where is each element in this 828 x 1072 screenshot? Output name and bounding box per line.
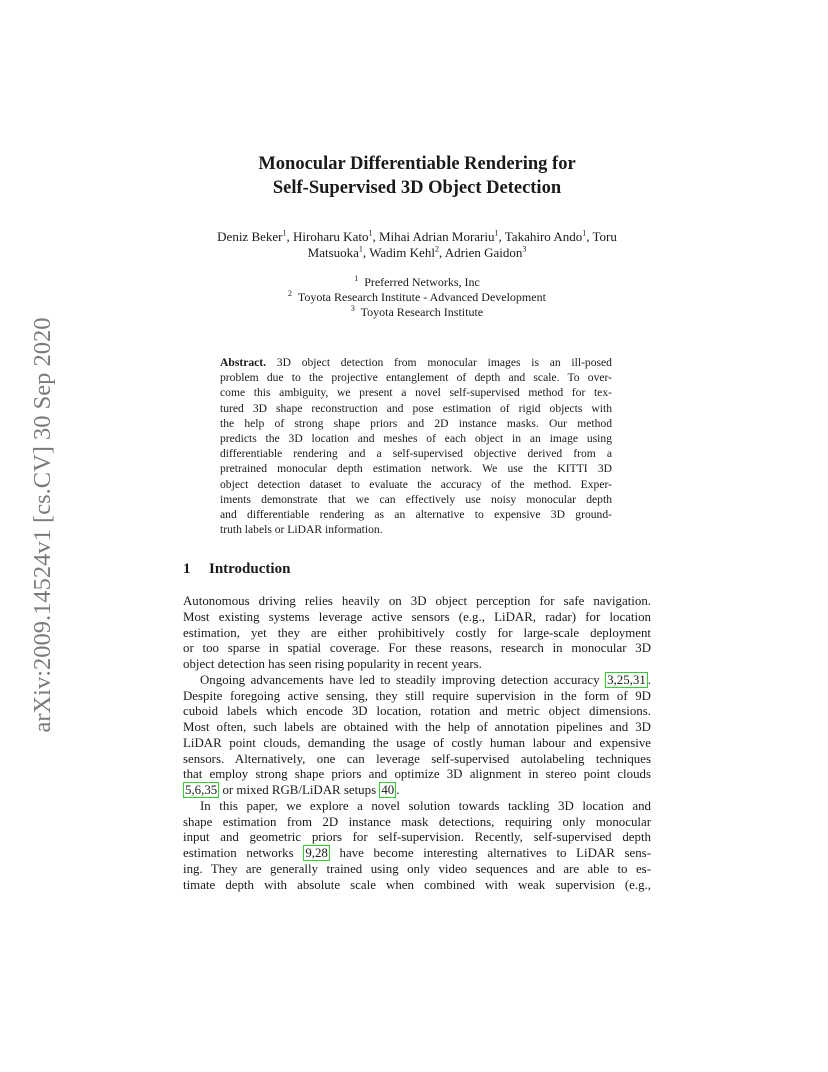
abstract-line: iments demonstrate that we can effectively use noisy monocular depth bbox=[220, 492, 612, 506]
paragraph-line: input and geometric priors for self-supervision. Recently, self-supervised depth bbox=[183, 830, 651, 845]
abstract-line: tured 3D shape reconstruction and pose estimation of rigid objects with bbox=[220, 401, 612, 415]
paper-title bbox=[183, 152, 651, 200]
author-affil-sup: 2 bbox=[434, 244, 439, 254]
affiliation-2 bbox=[183, 290, 651, 305]
paragraph-text: or mixed RGB/LiDAR setups bbox=[222, 783, 377, 797]
abstract bbox=[220, 355, 612, 537]
affiliation-sup: 3 bbox=[350, 304, 355, 313]
author-name: Adrien Gaidon bbox=[444, 245, 523, 260]
author-affil-sup: 1 bbox=[282, 228, 287, 238]
affiliation-name: Preferred Networks, Inc bbox=[364, 275, 480, 289]
paragraph-line: object detection has seen rising popularity in recent years. bbox=[183, 657, 482, 671]
paragraph-line: that employ strong shape priors and optimize 3D alignment in stereo point clouds bbox=[183, 767, 651, 782]
affiliation-sup: 1 bbox=[354, 274, 359, 283]
paragraph-line: cuboid labels which encode 3D location, rotation and metric object dimensions. bbox=[183, 704, 651, 719]
author-name: Mihai Adrian Morariu bbox=[378, 229, 495, 244]
author-affil-sup: 1 bbox=[368, 228, 373, 238]
abstract-line: problem due to the projective entanglement of depth and scale. To over- bbox=[220, 371, 612, 385]
section-number: 1 bbox=[183, 561, 191, 577]
citation-link[interactable]: 5,6,35 bbox=[185, 783, 218, 797]
abstract-line: the help of strong shape priors and 2D instance masks. Our method bbox=[220, 416, 612, 430]
arxiv-identifier-stamp: arXiv:2009.14524v1 [cs.CV] 30 Sep 2020 bbox=[29, 317, 56, 733]
author-name: Wadim Kehl bbox=[369, 245, 435, 260]
author-name: Toru bbox=[592, 229, 617, 244]
paragraph-line: Autonomous driving relies heavily on 3D object perception for safe navigation. bbox=[183, 594, 651, 608]
citation-link[interactable]: 3,25,31 bbox=[607, 672, 646, 687]
title-line-1: Monocular Differentiable Rendering for bbox=[258, 154, 576, 174]
paragraph-line: timate depth with absolute scale when combined with weak supervision (e.g., bbox=[183, 877, 651, 892]
abstract-line: object detection dataset to evaluate the accuracy of the method. Exper- bbox=[220, 477, 612, 491]
paragraph-text: . bbox=[647, 672, 651, 687]
section-heading bbox=[183, 561, 290, 578]
paragraph-line bbox=[183, 783, 651, 799]
author-list bbox=[183, 229, 651, 261]
author-name: Hiroharu Kato bbox=[293, 229, 369, 244]
paragraph-text: . bbox=[396, 783, 400, 797]
abstract-line: truth labels or LiDAR information. bbox=[220, 523, 383, 537]
author-name: Matsuoka bbox=[307, 245, 359, 260]
author-line-2: Matsuoka$^1$, Wadim Kehl$^2$, Adrien Gaidon$^3$ bbox=[307, 244, 527, 260]
citation-link[interactable]: 9,28 bbox=[305, 846, 328, 860]
abstract-line: predicts the 3D location and meshes of each object in an image using bbox=[220, 432, 612, 446]
paragraph-text: estimation networks bbox=[183, 846, 294, 860]
paragraph-line: Most existing systems leverage active sensors (e.g., LiDAR, radar) for location bbox=[183, 609, 651, 624]
paragraph-line: Despite foregoing active sensing, they still require supervision in the form of 9D bbox=[183, 688, 651, 703]
paragraph-line: Most often, such labels are obtained with the help of annotation pipelines and 3D bbox=[183, 720, 651, 734]
author-affil-sup: 1 bbox=[582, 228, 587, 238]
citation-link[interactable]: 40 bbox=[381, 783, 395, 797]
abstract-line: differentiable rendering and a self-supervised objective derived from a bbox=[220, 447, 612, 461]
author-name: Deniz Beker bbox=[217, 229, 283, 244]
abstract-line: pretrained monocular depth estimation network. We use the KITTI 3D bbox=[220, 462, 612, 476]
abstract-label: Abstract. bbox=[220, 356, 267, 369]
paragraph-text: Ongoing advancements have led to steadily improving detection accuracy bbox=[200, 672, 600, 687]
paragraph-line: In this paper, we explore a novel solution towards tackling 3D location and bbox=[200, 798, 651, 813]
author-line-1: Deniz Beker$^1$, Hiroharu Kato$^1$, Mihai Adrian Morariu$^1$, Takahiro Ando$^1$, Toru bbox=[217, 228, 617, 244]
paragraph-line: or too sparse in spatial coverage. For these reasons, research in monocular 3D bbox=[183, 641, 651, 656]
author-affil-sup: 1 bbox=[494, 228, 499, 238]
affiliation-name: Toyota Research Institute - Advanced Development bbox=[297, 290, 546, 304]
paragraph-line: LiDAR point clouds, demanding the usage of costly human labour and expensive bbox=[183, 735, 651, 750]
author-name: Takahiro Ando bbox=[504, 229, 583, 244]
paragraph-line bbox=[183, 673, 651, 689]
abstract-line: and differentiable rendering as an alternative to expensive 3D ground- bbox=[220, 508, 612, 522]
title-line-2: Self-Supervised 3D Object Detection bbox=[272, 178, 562, 198]
paragraph-line: estimation, yet they are either prohibitively costly for large-scale deployment bbox=[183, 625, 651, 640]
affiliation-1 bbox=[183, 275, 651, 290]
paragraph-line: shape estimation from 2D instance mask detections, requiring only monocular bbox=[183, 814, 651, 829]
paragraph-line bbox=[183, 846, 651, 862]
section-title: Introduction bbox=[209, 561, 291, 577]
affiliation-name: Toyota Research Institute bbox=[360, 305, 484, 319]
paragraph-text: have become interesting alternatives to LiDAR sens- bbox=[339, 846, 651, 860]
affiliation-3 bbox=[183, 305, 651, 320]
abstract-line bbox=[220, 355, 612, 370]
author-affil-sup: 1 bbox=[358, 244, 363, 254]
abstract-line: come this ambiguity, we present a novel self-supervised method for tex- bbox=[220, 386, 612, 400]
affiliation-list bbox=[183, 275, 651, 320]
paragraph-line: ing. They are generally trained using only video sequences and are able to es- bbox=[183, 861, 651, 876]
body-text bbox=[183, 594, 651, 893]
paragraph-line: sensors. Alternatively, one can leverage self-supervised autolabeling techniques bbox=[183, 751, 651, 766]
affiliation-sup: 2 bbox=[288, 289, 293, 298]
author-affil-sup: 3 bbox=[522, 244, 527, 254]
abstract-text: 3D object detection from monocular images is an ill-posed bbox=[276, 356, 612, 369]
